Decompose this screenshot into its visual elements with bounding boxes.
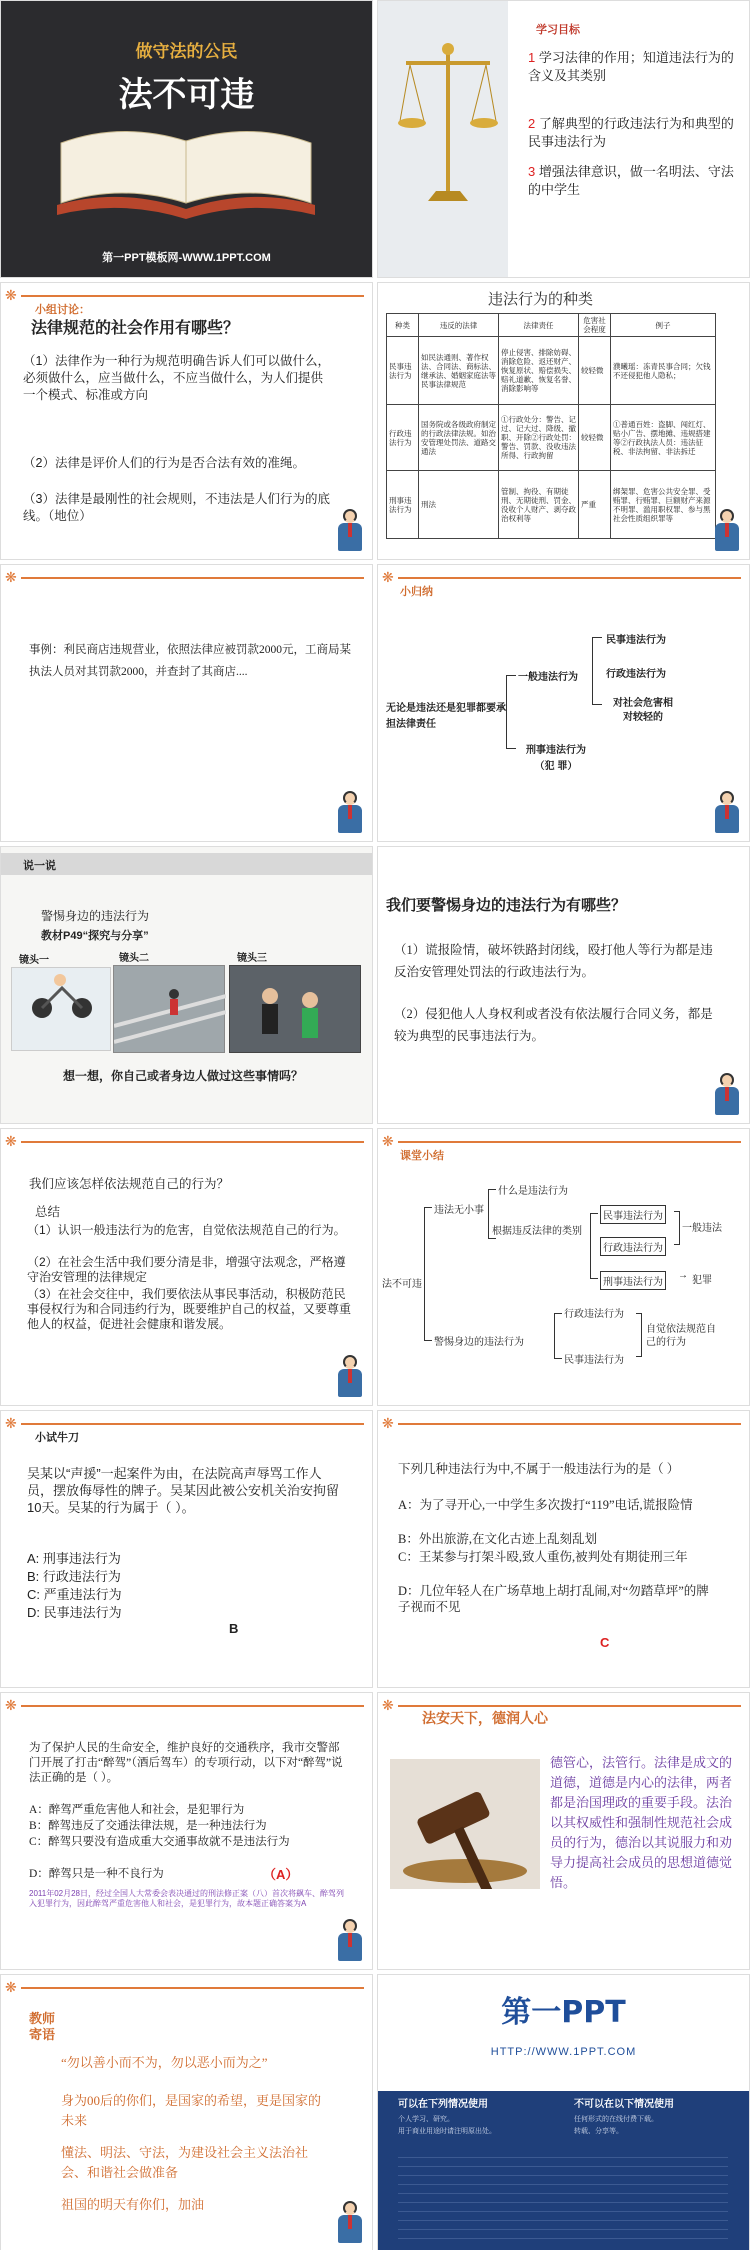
drunk-note: 2011年02月28日，经过全国人大常委会表决通过的刑法修正案（八）首次将飙车、醉驾列入犯罪行为，因此醉驾严重危害他人和社会，是犯罪行为，故本题正确答案为A [29, 1889, 344, 1908]
summary-a1: 什么是违法行为 [498, 1186, 568, 1197]
teacher-icon [711, 1073, 743, 1119]
slide-quiz2: ❋ 下列几种违法行为中,不属于一般违法行为的是（ ） A：为了寻开心,一中学生多次拨打“119”电话,谎报险情 B：外出旅游,在文化古迹上乱刻乱划 C：王某参与打架斗殴,致人重伤,被判处有期徒刑三年 D：几位年轻人在广场草地上胡打乱闹,对“勿踏草坪”的牌子视而不见 C [377, 1410, 750, 1688]
quiz2-option-a[interactable]: A：为了寻开心,一中学生多次拨打“119”电话,谎报险情 [398, 1498, 693, 1512]
drunk-answer: （A） [263, 1867, 299, 1882]
message-line3: 祖国的明天有你们，加油 [61, 2197, 205, 2212]
slide-how: ❋ 我们应该怎样依法规范自己的行为？ 总结 （1）认识一般违法行为的危害，自觉依法规范自己的行为。 （2）在社会生活中我们要分清是非，增强守法观念，严格遵守治安管理的法律规定 （3）在社会交往中，我们要依法从事民事活动，积极防范民事侵权行为和合同违约行为，既要维护自己的权益，又要尊重他人的权益，促进社会健康和谐发展。 [0, 1128, 373, 1406]
summary-a: 违法无小事 [434, 1205, 484, 1216]
drunk-option-d[interactable]: D：醉驾只是一种不良行为 [29, 1868, 164, 1880]
teacher-icon [711, 791, 743, 837]
summary-c2: 犯罪 [692, 1275, 712, 1286]
virtue-title: 法安天下，德润人心 [422, 1710, 548, 1726]
say-subtitle: 警惕身边的违法行为 [41, 909, 150, 923]
discussion-header: 小组讨论： [35, 304, 90, 316]
cover-footer: 第一PPT模板网-WWW.1PPT.COM [102, 252, 271, 264]
induction-leaf3: 对社会危害相对较轻的 [613, 698, 673, 723]
slide-say [0, 846, 373, 1124]
goal-item-1: 1 学习法律的作用；知道违法行为的含义及其类别 [528, 50, 734, 83]
teacher-icon [711, 509, 743, 555]
quiz2-answer: C [600, 1635, 610, 1650]
try-answer: B [229, 1621, 239, 1636]
summary-a2: 根据违反法律的类别 [492, 1226, 582, 1237]
discussion-p3: （3）法律是最刚性的社会规则，不违法是人们行为的底线。（地位） [23, 492, 330, 523]
slide-case: ❋ 事例：利民商店违规营业，依照法律应被罚款2000元，工商局某执法人员对其罚款2000，并查封了其商店.... [0, 564, 373, 842]
quiz2-option-b[interactable]: B：外出旅游,在文化古迹上乱刻乱划 [398, 1532, 597, 1546]
slide-message: ❋ 教师 寄语 “勿以善小而不为，勿以恶小而为之” 身为00后的你们，是国家的希望，更是国家的未来 懂法、明法、守法，为建设社会主义法治社会、和谐社会做准备 祖国的明天有你们，加油 [0, 1974, 373, 2250]
lens-3-label: 镜头三 [237, 953, 267, 964]
how-p2: （2）在社会生活中我们要分清是非，增强守法观念，严格遵守治安管理的法律规定 [27, 1255, 346, 1284]
try-option-d[interactable]: D: 民事违法行为 [27, 1605, 122, 1620]
quiz2-option-d[interactable]: D：几位年轻人在广场草地上胡打乱闹,对“勿踏草坪”的牌子视而不见 [398, 1584, 709, 1614]
induction-leaf2: 行政违法行为 [606, 669, 666, 680]
slide-drunk: ❋ 为了保护人民的生命安全，维护良好的交通秩序，我市交警部门开展了打击“醉驾”（酒后驾车）的专项行动，以下对“醉驾”说法正确的是（ ）。 A：醉驾严重危害他人和社会，是犯罪行为 B：醉驾违反了交通法律法规，是一种违法行为 C：醉驾只要没有造成重大交通事故就不是违法行为 D：醉驾只是一种不良行为 （A） 2011年02月28日，经过全国人大常委会表决通过的刑法修正案（八）首次将飙车、醉驾列入犯罪行为，因此醉驾严重危害他人和社会，是犯罪行为，故本题正确答案为A [0, 1692, 373, 1970]
message-line2: 懂法、明法、守法，为建设社会主义法治社会、和谐社会做准备 [61, 2145, 309, 2180]
drunk-option-a[interactable]: A：醉驾严重危害他人和社会，是犯罪行为 [29, 1804, 245, 1816]
scale-icon [398, 31, 498, 231]
beware-title: 我们要警惕身边的违法行为有哪些？ [386, 898, 627, 914]
quiz2-question: 下列几种违法行为中,不属于一般违法行为的是（ ） [398, 1462, 680, 1476]
brand-logo: 第一PPT [501, 1995, 626, 2030]
induction-header: 小归纳 [400, 586, 433, 598]
summary-header: 课堂小结 [400, 1150, 444, 1162]
brand-cannot-item-1: 任何形式的在线付费下载。 [574, 2116, 658, 2123]
open-book-icon [51, 121, 321, 221]
slide-discussion: ❋ 小组讨论： 法律规范的社会作用有哪些？ （1）法律作为一种行为规范明确告诉人们可以做什么，必须做什么，应当做什么，不应当做什么，为人们提供一个模式、标准或方向 （2）法律是评价人们的行为是否合法有效的准绳。 （3）法律是最刚性的社会规则，不违法是人们行为的底线。（地位） [0, 282, 373, 560]
summary-e: 自觉依法规范自己的行为 [646, 1324, 716, 1348]
gavel-icon [390, 1759, 540, 1889]
brand-can: 可以在下列情况使用 [398, 2099, 488, 2110]
case-text: 事例：利民商店违规营业，依照法律应被罚款2000元，工商局某执法人员对其罚款2000，并查封了其商店.... [29, 644, 351, 678]
beware-p1: （1）谎报险情，破坏铁路封闭线，殴打他人等行为都是违反治安管理处罚法的行政违法行为。 [394, 943, 713, 979]
teacher-icon [334, 2201, 366, 2247]
try-question: 吴某以“声援”一起案件为由，在法院高声辱骂工作人员，摆放侮辱性的牌子。吴某因此被公安机关治安拘留10天。吴某的行为属于（ ）。 [27, 1466, 340, 1515]
try-option-a[interactable]: A: 刑事违法行为 [27, 1551, 121, 1566]
slide-summary: ❋ 课堂小结 法不可违 违法无小事 什么是违法行为 根据违反法律的类别 民事违法行为 行政违法行为 刑事违法行为 一般违法 犯罪 → 警惕身边的违法行为 行政违法行为 民事违法行为 自觉依法规范自己的行为 [377, 1128, 750, 1406]
how-p3: （3）在社会交往中，我们要依法从事民事活动，积极防范民事侵权行为和合同违约行为，既要维护自己的权益，又要尊重他人的权益，促进社会健康和谐发展。 [27, 1287, 352, 1331]
table-header-row: 种类 违反的法律 法律责任 危害社会程度 例子 [387, 314, 716, 337]
teacher-icon [334, 1919, 366, 1965]
summary-b3: 刑事违法行为 [600, 1271, 666, 1290]
how-summary-label: 总结 [35, 1205, 61, 1219]
teacher-icon [334, 1355, 366, 1401]
brand-link-lines [398, 2151, 728, 2243]
quiz2-option-c[interactable]: C：王某参与打架斗殴,致人重伤,被判处有期徒刑三年 [398, 1550, 688, 1564]
summary-b2: 行政违法行为 [600, 1237, 666, 1256]
brand-cannot-item-2: 转载、分享等。 [574, 2128, 623, 2135]
brand-url[interactable]: HTTP://WWW.1PPT.COM [490, 2046, 637, 2058]
induction-root: 无论是违法还是犯罪都要承担法律责任 [386, 703, 506, 730]
drunk-question: 为了保护人民的生命安全，维护良好的交通秩序，我市交警部门开展了打击“醉驾”（酒后驾车）的专项行动，以下对“醉驾”说法正确的是（ ）。 [29, 1742, 343, 1784]
lens-2-image [113, 965, 225, 1053]
how-p1: （1）认识一般违法行为的危害，自觉依法规范自己的行为。 [27, 1223, 346, 1237]
slide-brand [377, 1974, 750, 2250]
beware-p2: （2）侵犯他人人身权利或者没有依法履行合同义务，都是较为典型的民事违法行为。 [394, 1007, 713, 1043]
drunk-option-b[interactable]: B：醉驾违反了交通法律法规，是一种违法行为 [29, 1820, 267, 1832]
cover-title: 法不可违 [118, 76, 255, 114]
summary-c1: 一般违法 [682, 1223, 722, 1234]
slide-beware [377, 846, 750, 1124]
message-quote: “勿以善小而不为，勿以恶小而为之” [61, 2055, 268, 2070]
slide-violation-types [377, 282, 750, 560]
try-option-c[interactable]: C: 严重违法行为 [27, 1587, 122, 1602]
virtue-text: 德管心，法管行。法律是成文的道德，道德是内心的法律，两者都是治国理政的重要手段。法治以其权威性和强制性规范社会成员的行为，德治以其说服力和劝导力提高社会成员的思想道德觉悟。 [550, 1755, 733, 1890]
lens-2-label: 镜头二 [119, 953, 149, 964]
say-ref: 教材P49“探究与分享” [41, 930, 149, 942]
discussion-question: 法律规范的社会作用有哪些？ [31, 320, 240, 337]
slide-cover [0, 0, 373, 278]
summary-root: 法不可违 [382, 1279, 422, 1290]
slide-induction: ❋ 小归纳 无论是违法还是犯罪都要承担法律责任 一般违法行为 刑事违法行为（犯 罪） 民事违法行为 行政违法行为 对社会危害相对较轻的 [377, 564, 750, 842]
teacher-icon [334, 509, 366, 555]
lens-1-label: 镜头一 [19, 955, 49, 966]
drunk-option-c[interactable]: C：醉驾只要没有造成重大交通事故就不是违法行为 [29, 1836, 290, 1848]
how-question: 我们应该怎样依法规范自己的行为？ [29, 1177, 230, 1191]
cover-kicker: 做守法的公民 [135, 42, 238, 61]
brand-cannot: 不可以在以下情况使用 [574, 2099, 674, 2110]
lens-3-image [229, 965, 361, 1053]
message-head1: 教师 [29, 2011, 56, 2026]
summary-d2: 民事违法行为 [564, 1355, 624, 1366]
goal-item-3: 3 增强法律意识，做一名明法、守法的中学生 [528, 164, 734, 197]
induction-mid1: 一般违法行为 [518, 672, 578, 683]
induction-mid2: 刑事违法行为（犯 罪） [526, 745, 586, 772]
lens-1-image [11, 967, 111, 1051]
say-header: 说一说 [23, 860, 56, 872]
try-header: 小试牛刀 [35, 1432, 79, 1444]
table-row: 刑事违法行为 刑法 管制、拘役、有期徒刑、无期徒刑、罚金、没收个人财产、剥夺政治权利等 严重 绑架罪、危害公共安全罪、受贿罪、行贿罪、巨额财产来源不明罪、滥用职权罪、参与黑社会性质组织罪等 [387, 471, 716, 539]
goals-header: 学习目标 [536, 24, 580, 36]
message-line1: 身为00后的你们，是国家的希望，更是国家的未来 [61, 2093, 322, 2128]
discussion-p1: （1）法律作为一种行为规范明确告诉人们可以做什么，必须做什么，应当做什么，不应当做什么，为人们提供一个模式、标准或方向 [23, 354, 330, 402]
summary-d: 警惕身边的违法行为 [434, 1337, 524, 1348]
message-head2: 寄语 [29, 2027, 56, 2042]
teacher-icon [334, 791, 366, 837]
brand-can-item-1: 个人学习、研究。 [398, 2116, 454, 2123]
goal-item-2: 2 了解典型的行政违法行为和典型的民事违法行为 [528, 116, 734, 149]
summary-d1: 行政违法行为 [564, 1309, 624, 1320]
slide-goals [377, 0, 750, 278]
brand-can-item-2: 用于商业用途时请注明原出处。 [398, 2128, 496, 2135]
slide-try: ❋ 小试牛刀 吴某以“声援”一起案件为由，在法院高声辱骂工作人员，摆放侮辱性的牌子。吴某因此被公安机关治安拘留10天。吴某的行为属于（ ）。 A: 刑事违法行为 B: 行政违法行为 C: 严重违法行为 D: 民事违法行为 B [0, 1410, 373, 1688]
induction-leaf1: 民事违法行为 [606, 635, 666, 646]
try-option-b[interactable]: B: 行政违法行为 [27, 1569, 121, 1584]
types-table [386, 313, 716, 539]
discussion-p2: （2）法律是评价人们的行为是否合法有效的准绳。 [23, 456, 305, 470]
summary-b1: 民事违法行为 [600, 1205, 666, 1224]
types-title: 违法行为的种类 [488, 292, 594, 308]
say-question: 想一想，你自己或者身边人做过这些事情吗？ [63, 1069, 304, 1083]
slide-virtue: ❋ 法安天下，德润人心 德管心，法管行。法律是成文的道德，道德是内心的法律，两者都是治国理政的重要手段。法治以其权威性和强制性规范社会成员的行为，德治以其说服力和劝导力提高社会成员的思想道德觉悟。 [377, 1692, 750, 1970]
table-row: 民事违法行为 如民法通则、著作权法、合同法、商标法、继承法、婚姻家庭法等民事法律规范 停止侵害、排除妨碍、消除危险、返还财产、恢复原状、赔偿损失、赔礼道歉、恢复名誉、消除影响等 较轻微 濮曦瑶：冻青民事合同；欠钱不还侵犯他人隐私； [387, 337, 716, 405]
arrow-icon: → [678, 1270, 688, 1281]
table-row: 行政违法行为 国务院或各级政府制定的行政法律法规。如治安管理处罚法、道路交通法 ①行政处分：警告、记过、记大过、降级、撤职、开除②行政处罚：警告、罚款、没收违法所得、行政拘留 较轻微 ①普通百姓：盗脚、闯红灯、贴小广告、摆地摊、违规搭建等②行政执法人员：违法征税、非法拘留、非法拆迁 [387, 405, 716, 471]
